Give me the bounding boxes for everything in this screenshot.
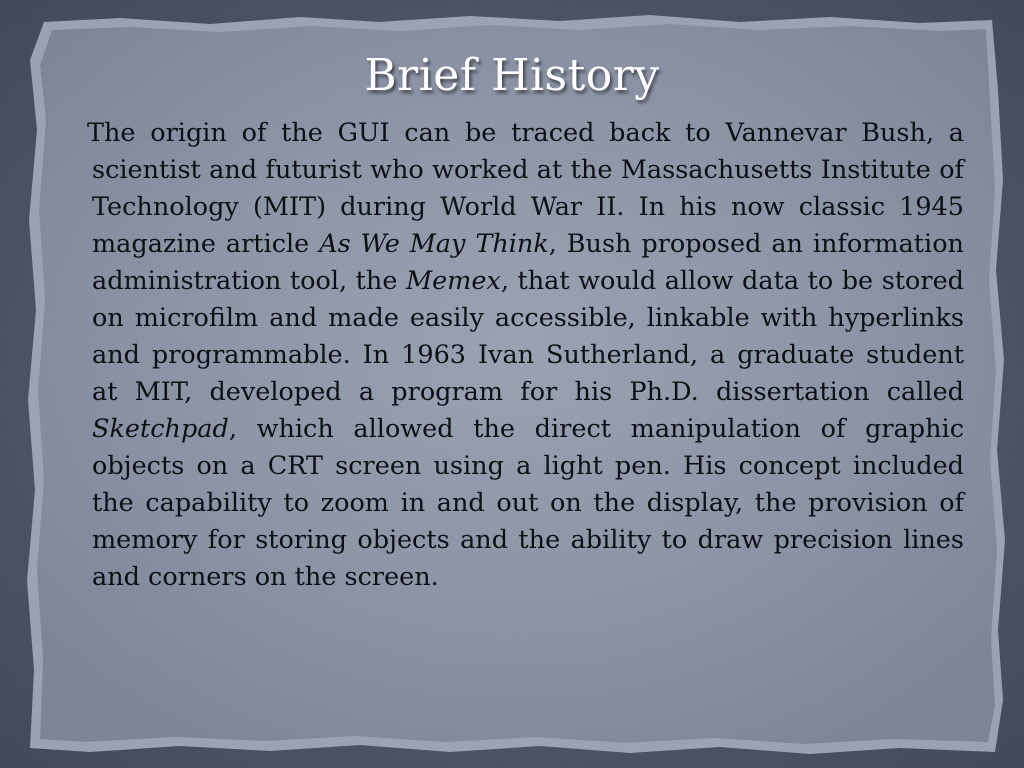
article-title-as-we-may-think: As We May Think [319,229,549,259]
body-text-part-1: The origin of the GUI can be traced back to Vannevar Bush, a scientist and futurist who worked at the Massachusetts Institute of Technology (MIT) during World War II. In his now classic 1945 magazine article [87,118,964,259]
body-paragraph [87,115,964,596]
term-memex: Memex [405,266,501,296]
program-sketchpad: Sketchpad [92,414,229,444]
body-text-part-4: , which allowed the direct manipulation of graphic objects on a CRT screen using a light pen. His concept included the capability to zoom in and out on the display, the provision of memory for storing objects and the ability to draw precision lines and corners on the screen. [92,414,964,592]
slide-title: Brief History [364,50,660,101]
body-text-part-2: , Bush proposed an information administration tool, the [92,229,964,296]
body-text-part-3: , that would allow data to be stored on microfilm and made easily accessible, linkable with hyperlinks and programmable. In 1963 Ivan Sutherland, a graduate student at MIT, developed a program for his Ph.D. dissertation called [92,266,964,407]
